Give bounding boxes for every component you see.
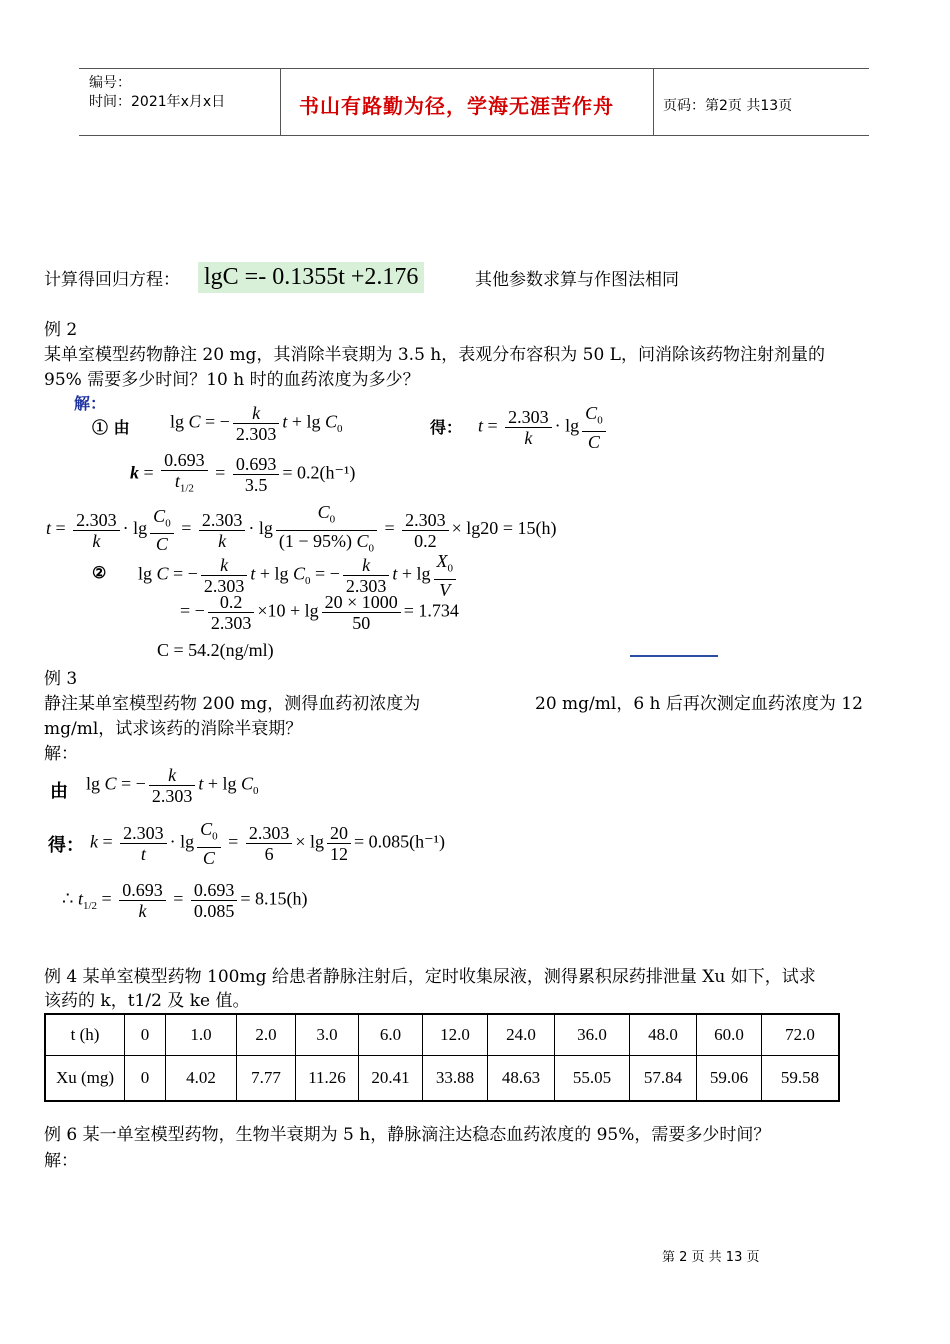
example3-question-part1: 静注某单室模型药物 200 mg，测得血药初浓度为 (44, 694, 421, 714)
example3-question-part2: 20 mg/ml，6 h 后再次测定血药浓度为 12 (535, 694, 863, 714)
header-number-label: 编号： (89, 75, 131, 91)
table-cell: 0 (125, 1056, 166, 1102)
decorative-blue-rule (630, 655, 718, 657)
regression-suffix: 其他参数求算与作图法相同 (475, 270, 679, 290)
example2-question-line2: 95% 需要多少时间？10 h 时的血药浓度为多少？ (44, 370, 420, 390)
example2-step2-label: ② (92, 563, 107, 582)
table-cell: 59.58 (762, 1056, 840, 1102)
example3-get-label: 得： (48, 835, 84, 856)
example2-formula-step2: lg C = − $\frac{k}{2.303}$ $t + \lg C_0$ = − $\frac{k}{2.303}$ t + lg $\frac{X_0}{V}$ (138, 551, 459, 600)
header-page-info: 页码：第2页 共13页 (663, 98, 793, 114)
example2-step1-get: 得： (430, 418, 463, 437)
table-cell: 48.0 (630, 1014, 697, 1056)
table-cell: 36.0 (555, 1014, 630, 1056)
table-cell: 12.0 (423, 1014, 488, 1056)
table-cell: 55.05 (555, 1056, 630, 1102)
header-motto: 书山有路勤为径，学海无涯苦作舟 (299, 94, 614, 118)
example2-question-line1: 某单室模型药物静注 20 mg，其消除半衰期为 3.5 h，表观分布容积为 50 L，问消除该药物注射剂量的 (44, 345, 825, 365)
table-cell: 1.0 (166, 1014, 237, 1056)
example4-line1: 例 4 某单室模型药物 100mg 给患者静脉注射后，定时收集尿液，测得累积尿药排泄量 Xu 如下，试求 (44, 967, 816, 987)
header-time-label: 时间：2021年x月x日 (89, 94, 226, 110)
table-cell: 33.88 (423, 1056, 488, 1102)
example3-k-formula: k = $\frac{2.303}{t}$ · lg $\frac{C_0}{C}$ = $\frac{2.303}{6}$ × lg $\frac{20}{12}$ = 0.085(h⁻¹) (90, 819, 446, 868)
example4-line2: 该药的 k，t1/2 及 ke 值。 (44, 991, 250, 1011)
table-cell: 7.77 (237, 1056, 296, 1102)
table-row (45, 1014, 839, 1056)
table-cell: 11.26 (296, 1056, 359, 1102)
example2-formula-step2b: = − $\frac{0.2}{2.303}$ ×10 + lg $\frac{20 \times 1000}{50}$ = 1.734 (180, 592, 459, 633)
example3-solution-label: 解： (44, 744, 78, 764)
table-cell: 57.84 (630, 1056, 697, 1102)
table-cell: 6.0 (359, 1014, 423, 1056)
table-cell: 59.06 (697, 1056, 762, 1102)
table-row-label: Xu (mg) (45, 1056, 125, 1102)
example6-line1: 例 6 某一单室模型药物，生物半衰期为 5 h，静脉滴注达稳态血药浓度的 95%，需要多少时间？ (44, 1125, 771, 1145)
table-row (45, 1056, 839, 1102)
urinary-excretion-table (44, 1013, 840, 1102)
table-cell: 4.02 (166, 1056, 237, 1102)
example6-solution-label: 解： (44, 1151, 78, 1171)
table-cell: 2.0 (237, 1014, 296, 1056)
example2-formula-t: t = $\frac{2.303}{k}$ · lg $\frac{C_0}{C}$ (478, 403, 609, 452)
header-divider-left (280, 68, 281, 136)
example2-step1-label: ① 由 (92, 418, 130, 437)
table-cell: 60.0 (697, 1014, 762, 1056)
table-row-label: t (h) (45, 1014, 125, 1056)
example2-k-line: k = $\frac{0.693}{t_{1/2}}$ = $\frac{0.693}{3.5}$ = 0.2(h⁻¹) (130, 450, 356, 495)
footer-page-number: 第 2 页 共 13 页 (662, 1250, 760, 1265)
table-cell: 48.63 (488, 1056, 555, 1102)
header-divider-right (653, 68, 654, 136)
regression-prefix: 计算得回归方程： (44, 270, 180, 290)
example2-solution-label: 解： (74, 394, 107, 413)
example3-formula-lgC: lg C = − $\frac{k}{2.303}$ $t + \lg C_0$ (86, 765, 259, 806)
table-cell: 72.0 (762, 1014, 840, 1056)
example2-c-final: C = 54.2(ng/ml) (157, 640, 274, 660)
example3-half-life: ∴ $t_{1/2}$ = $\frac{0.693}{k}$ = $\frac{0.693}{0.085}$ = 8.15(h) (62, 880, 308, 921)
example2-title: 例 2 (44, 320, 78, 340)
example2-formula-lgC: lg C = − $\frac{k}{2.303}$ $t + \lg C_0$ (170, 403, 343, 444)
example3-question-line2: mg/ml，试求该药的消除半衰期？ (44, 719, 303, 739)
header-top-rule (79, 68, 869, 69)
regression-equation: lgC =- 0.1355t +2.176 (198, 262, 424, 293)
table-cell: 0 (125, 1014, 166, 1056)
table-cell: 3.0 (296, 1014, 359, 1056)
example3-from-label: 由 (50, 781, 68, 802)
example2-t-line: t = $\frac{2.303}{k}$ · lg $\frac{C_0}{C}$ = $\frac{2.303}{k}$ · lg $\frac{C_0}{(1 - 95\%) C_0}$ = $\frac{2.303}{0.2}$ × lg20 = 15(h) (46, 502, 557, 555)
header-bottom-rule (79, 135, 869, 136)
example3-title: 例 3 (44, 669, 78, 689)
table-cell: 24.0 (488, 1014, 555, 1056)
table-cell: 20.41 (359, 1056, 423, 1102)
